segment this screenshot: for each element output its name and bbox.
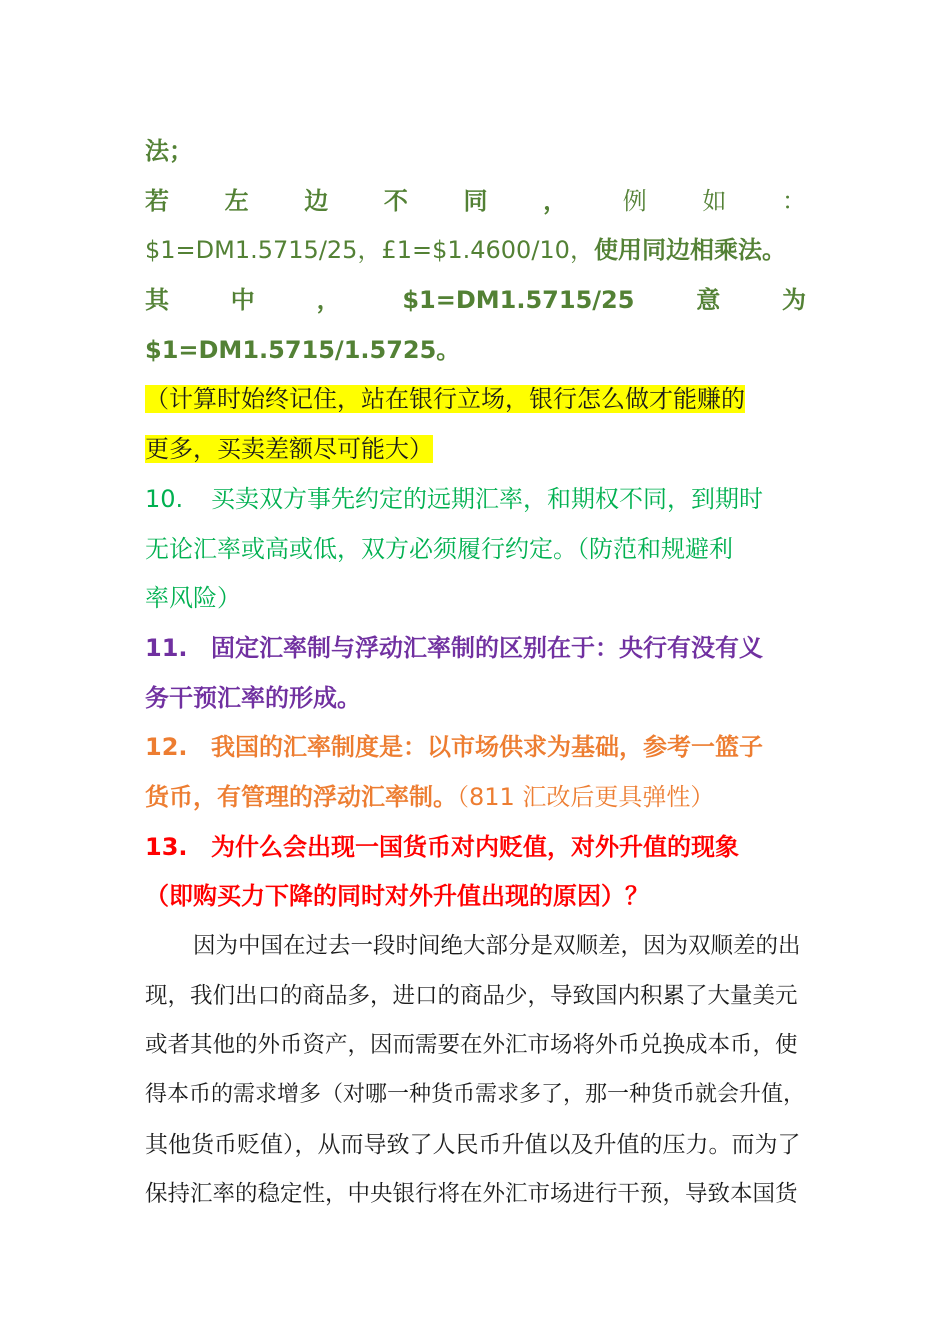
text-char: ， [543, 187, 568, 215]
paragraph-line: 保持汇率的稳定性，中央银行将在外汇市场进行干预，导致本国货 [145, 1181, 798, 1207]
text-span-bold: 使用同边相乘法。 [593, 236, 786, 264]
text-line: 无论汇率或高或低，双方必须履行约定。（防范和规避利 [145, 535, 733, 563]
text-line [145, 230, 806, 270]
highlighted-line [145, 379, 806, 419]
text-char: 边 [304, 187, 329, 215]
highlighted-line [145, 429, 806, 469]
item-number: 13. [145, 833, 188, 861]
paragraph-line: 现，我们出口的商品多，进口的商品少，导致国内积累了大量美元 [145, 983, 798, 1009]
text-part: ， [316, 286, 341, 314]
text-char: ： [782, 187, 806, 215]
item-text: 为什么会出现一国货币对内贬值，对外升值的现象 [211, 833, 739, 861]
text-char: 同 [463, 187, 488, 215]
item-number: 10. [145, 485, 184, 513]
text-part: 其 [145, 286, 169, 314]
text-line [145, 777, 806, 817]
text-char: 例 [622, 187, 647, 215]
text-part: 中 [230, 286, 255, 314]
text-line: $1=DM1.5715/1.5725。 [145, 336, 461, 364]
text-span: $1=DM1.5715/25，£1=$1.4600/10， [145, 236, 594, 264]
text-line-justified [145, 181, 806, 221]
text-line: 务干预汇率的形成。 [145, 684, 361, 712]
item-13 [145, 827, 806, 867]
text-char: 若 [145, 187, 169, 215]
highlighted-text: 更多，买卖差额尽可能大） [145, 435, 433, 463]
text-char: 如 [702, 187, 727, 215]
paragraph-line: 得本币的需求增多（对哪一种货币需求多了，那一种货币就会升值， [145, 1082, 806, 1107]
text-line: （即购买力下降的同时对外升值出现的原因）？ [145, 882, 649, 910]
text-char: 不 [383, 187, 408, 215]
item-number: 12. [145, 733, 188, 761]
text-part: 为 [782, 286, 806, 314]
paragraph-line: 或者其他的外币资产，因而需要在外汇市场将外币兑换成本币，使 [145, 1032, 798, 1058]
highlighted-text: （计算时始终记住，站在银行立场，银行怎么做才能赚的 [145, 385, 745, 413]
text-line: 率风险） [145, 584, 241, 612]
text-line: 法； [145, 137, 193, 165]
text-line-justified [145, 280, 806, 320]
text-part: $1=DM1.5715/25 [402, 286, 635, 314]
item-text: 固定汇率制与浮动汇率制的区别在于：央行有没有义 [211, 634, 763, 662]
item-11 [145, 628, 806, 668]
item-10 [145, 479, 806, 519]
item-text: 买卖双方事先约定的远期汇率，和期权不同，到期时 [211, 485, 763, 513]
text-span-note: （811 汇改后更具弹性） [457, 783, 715, 811]
text-span-bold: 货币，有管理的浮动汇率制。 [145, 783, 457, 811]
text-part: 意 [696, 286, 721, 314]
text-char: 左 [224, 187, 249, 215]
item-12 [145, 727, 806, 767]
paragraph-line: 其他货币贬值），从而导致了人民币升值以及升值的压力。而为了 [145, 1132, 801, 1158]
item-number: 11. [145, 634, 188, 662]
paragraph-line: 因为中国在过去一段时间绝大部分是双顺差，因为双顺差的出 [193, 933, 801, 959]
item-text: 我国的汇率制度是：以市场供求为基础，参考一篮子 [211, 733, 763, 761]
